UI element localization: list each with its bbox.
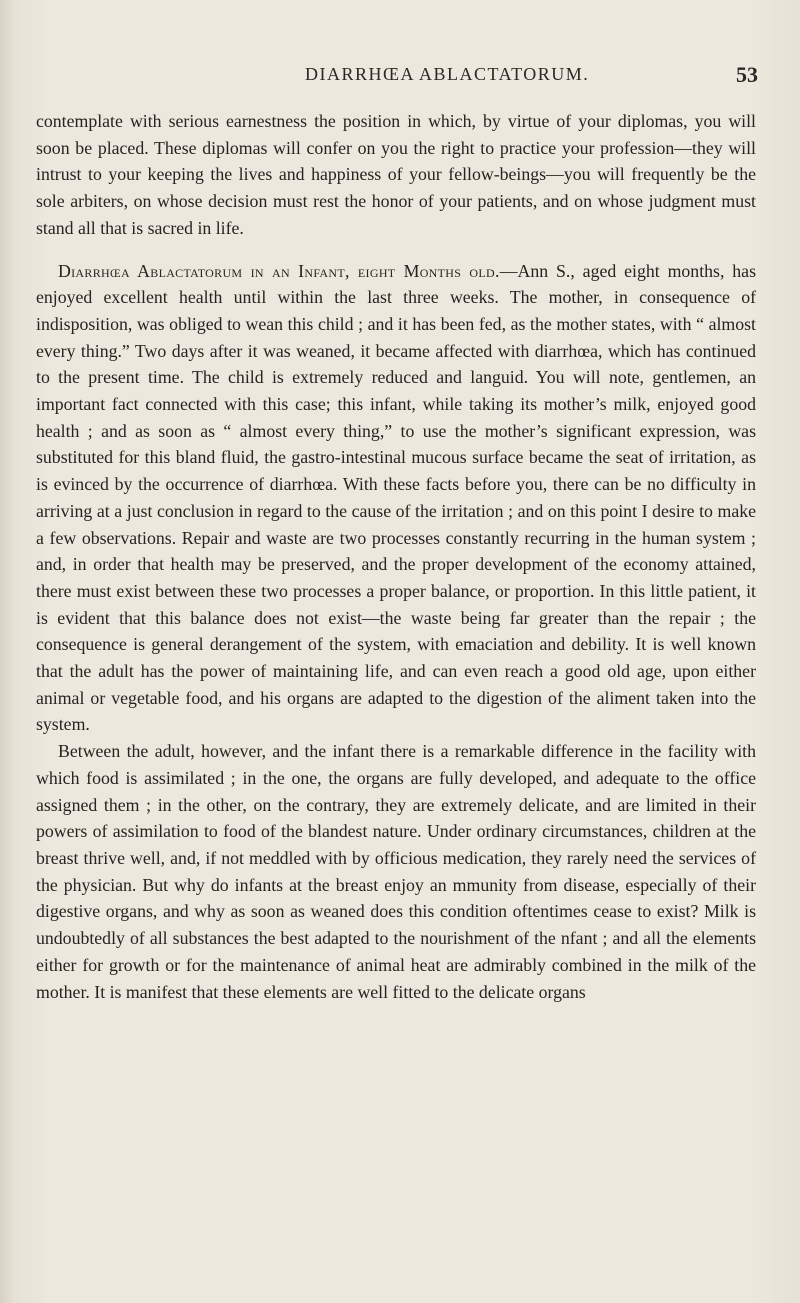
case-heading: Diarrhœa Ablactatorum in an Infant, eight Months old. [58, 260, 500, 281]
paragraph-3: Between the adult, however, and the infant there is a remarkable difference in the facility with which food is assimilated ; in the one, the organs are fully developed, and adequate to the office assigned them ; in the other, on the contrary, they are extremely delicate, and are limited in their powers of assimilation to food of the blandest nature. Under ordinary circumstances, children at the breast thrive well, and, if not meddled with by officious medication, they rarely need the services of the physician. But why do infants at the breast enjoy an mmunity from disease, especially of their digestive organs, and why as soon as weaned does this condition oftentimes cease to exist? Milk is undoubtedly of all substances the best adapted to the nourishment of the nfant ; and all the elements either for growth or for the maintenance of animal heat are admirably combined in the milk of the mother. It is manifest that these elements are well fitted to the delicate organs [36, 741, 756, 1002]
paragraph-2-body: —Ann S., aged eight months, has enjoyed excellent health until within the last three weeks. The mother, in consequence of indisposition, was obliged to wean this child ; and it has been fed, as the mother states, with “ almost every thing.” Two days after it was weaned, it became affected with diarrhœa, which has continued to the present time. The child is extremely reduced and languid. You will note, gentlemen, an important fact connected with this case; this infant, while taking its mother’s milk, enjoyed good health ; and as soon as “ almost every thing,” to use the mother’s significant expression, was substituted for this bland fluid, the gastro-intestinal mucous surface became the seat of irritation, as is evinced by the occurrence of diarrhœa. With these facts before you, there can be no difficulty in arriving at a just conclusion in regard to the cause of the irritation ; and on this point I desire to make a few observations. Repair and waste are two processes constantly recurring in the human system ; and, in order that health may be preserved, and the proper development of the economy attained, there must exist between these two processes a proper balance, or proportion. In this little patient, it is evident that this balance does not exist—the waste being far greater than the repair ; the consequence is general derangement of the system, with emaciation and debility. It is well known that the adult has the power of maintaining life, and can even reach a good old age, upon either animal or vegetable food, and his organs are adapted to the digestion of the aliment taken into the system. [36, 260, 756, 735]
running-title: DIARRHŒA ABLACTATORUM. [305, 64, 590, 84]
paragraph-2 [36, 258, 756, 739]
body-text [36, 108, 756, 1005]
page-number: 53 [736, 62, 758, 87]
page-edge-shadow [0, 0, 14, 1303]
running-head [0, 64, 800, 94]
paragraph-1: contemplate with serious earnestness the position in which, by virtue of your diplomas, you will soon be placed. These diplomas will confer on you the right to practice your profession—they will intrust to your keeping the lives and happiness of your fellow-beings—you will frequently be the sole arbiters, on whose decision must rest the honor of your patients, and on whose judgment must stand all that is sacred in life. [36, 111, 756, 238]
